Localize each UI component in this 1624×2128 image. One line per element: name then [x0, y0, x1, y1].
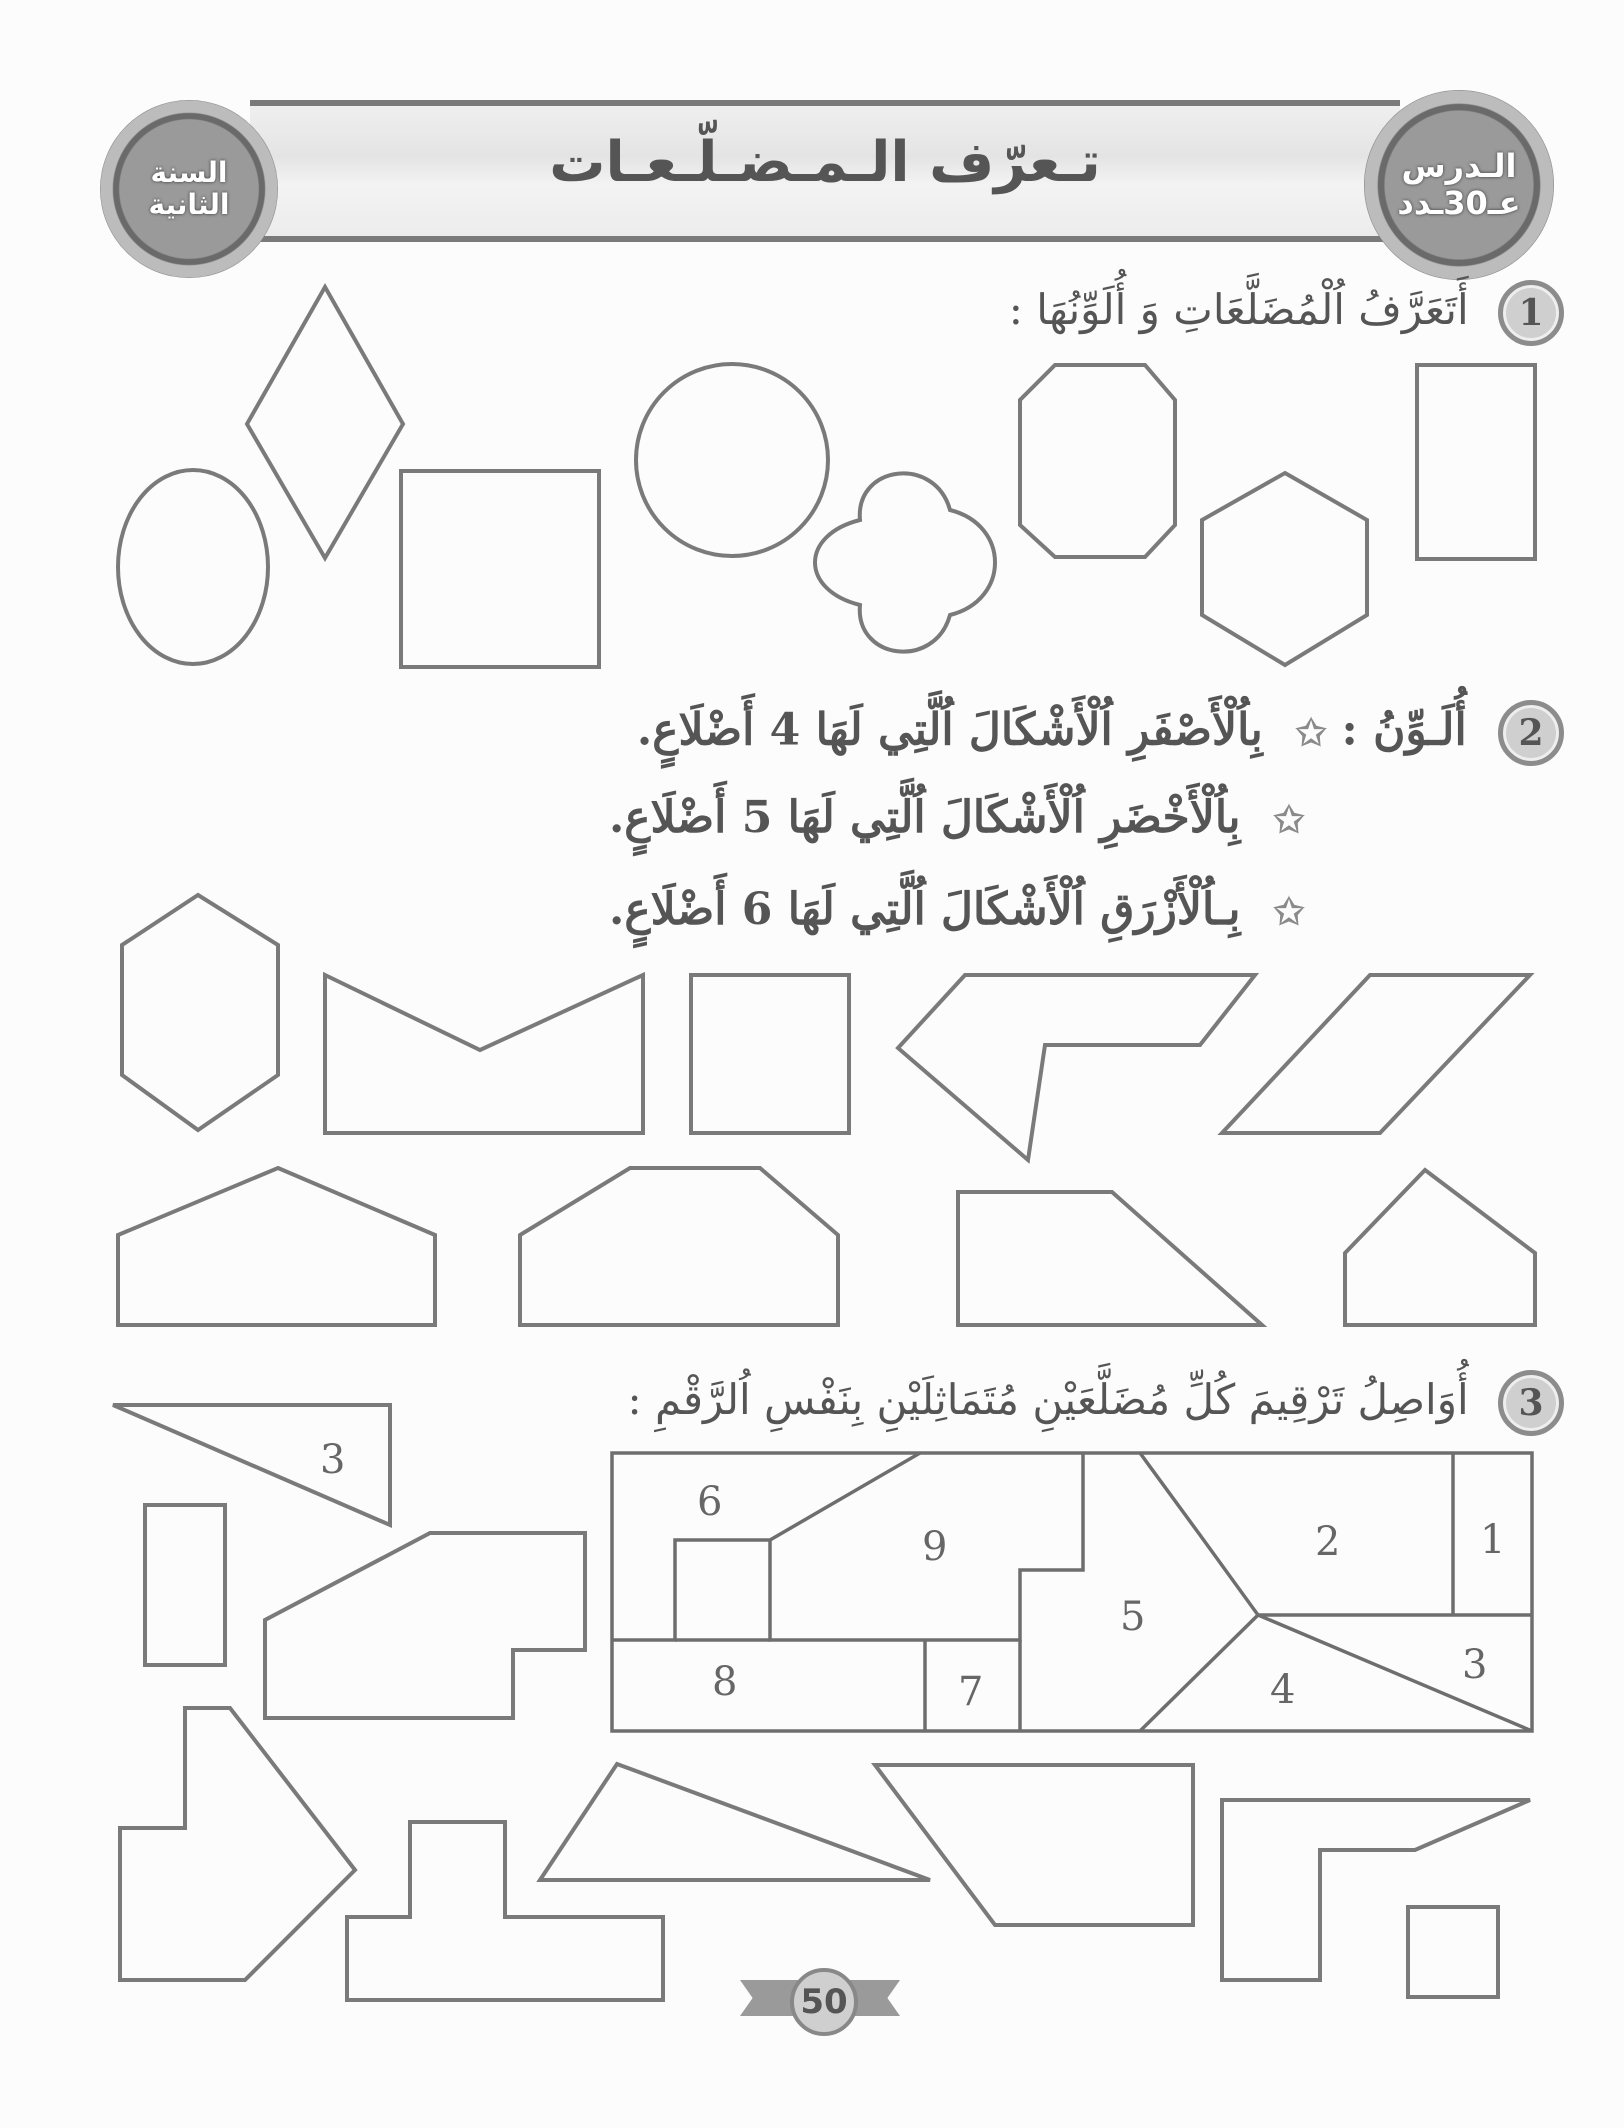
t-shape-piece[interactable]: [347, 1822, 663, 2000]
puzzle-label-2[interactable]: 2: [1315, 1519, 1341, 1565]
square-shape[interactable]: [401, 471, 599, 667]
star-icon: ✩: [1273, 891, 1304, 933]
star-icon: ✩: [1296, 711, 1327, 754]
page-title: تـعرّف الـمـضـلّـعـات: [549, 130, 1101, 195]
section2-lead: أُلَـوِّنُ :: [1341, 704, 1467, 756]
section2-instruction-5: بِاُلْأَخْضَرِ اُلْأَشْكَالَ اُلَّتِي لَهَا 5 أَضْلَاعٍ.: [608, 792, 1241, 843]
hexagon-shape[interactable]: [122, 895, 278, 1130]
rhombus-shape[interactable]: [247, 287, 403, 558]
section1-shapes: [118, 287, 1535, 667]
hexagon-trapezoid-shape[interactable]: [520, 1168, 838, 1325]
page-number-badge: [740, 1968, 900, 2034]
puzzle-label-7[interactable]: 7: [958, 1669, 984, 1715]
section3-pieces: [113, 1405, 1530, 2000]
circle-shape[interactable]: [636, 364, 828, 556]
section3-number: 3: [1498, 1370, 1564, 1436]
section2-instruction-6: بِـاُلْأَزْرَقِ اُلْأَشْكَالَ اُلَّتِي لَهَا 6 أَضْلَاعٍ.: [609, 884, 1241, 935]
ellipse-shape[interactable]: [118, 470, 268, 664]
square-shape[interactable]: [691, 975, 849, 1133]
puzzle-label-5[interactable]: 5: [1120, 1594, 1146, 1640]
lesson-seal-line1: الـدرس: [1401, 147, 1517, 186]
page-number: 50: [790, 1968, 858, 2036]
sample-label: 3: [320, 1437, 346, 1483]
puzzle-board: [612, 1453, 1532, 1731]
puzzle-divider: [612, 1453, 920, 1640]
pentagon-m-shape[interactable]: [325, 975, 643, 1133]
puzzle-label-3[interactable]: 3: [1462, 1642, 1488, 1688]
puzzle-divider: [1258, 1615, 1532, 1731]
section2-shapes: [118, 895, 1535, 1325]
star-icon: ✩: [1273, 799, 1304, 841]
hexagon-shape[interactable]: [1202, 473, 1367, 665]
section2-instruction-4: بِاُلْأَصْفَرِ اُلْأَشْكَالَ اُلَّتِي لَهَا 4 أَضْلَاعٍ.: [636, 704, 1263, 756]
hexagon-piece[interactable]: [265, 1533, 585, 1718]
puzzle-label-1[interactable]: 1: [1480, 1517, 1506, 1563]
pentagon-house-small-shape[interactable]: [1345, 1170, 1535, 1325]
rectangle-shape[interactable]: [1417, 365, 1535, 559]
l-arrow-piece[interactable]: [120, 1708, 355, 1980]
grade-seal-line2: الثانية: [148, 188, 230, 221]
section2-number: 2: [1498, 700, 1564, 766]
l-angle-piece[interactable]: [1222, 1800, 1530, 1980]
trapezoid-piece[interactable]: [875, 1765, 1193, 1925]
puzzle-label-4[interactable]: 4: [1270, 1667, 1296, 1713]
trapezoid-shape[interactable]: [958, 1192, 1262, 1325]
puzzle-divider: [1140, 1453, 1258, 1731]
small-square-piece[interactable]: [1408, 1907, 1498, 1997]
pentagon-house-shape[interactable]: [118, 1168, 435, 1325]
arrow-hexagon-shape[interactable]: [898, 975, 1255, 1160]
section1-instruction: أَتَعَرَّفُ اُلْمُضَلَّعَاتِ وَ أُلَوِّنُهَا :: [1008, 285, 1469, 334]
puzzle-label-9[interactable]: 9: [922, 1524, 948, 1570]
grade-seal-line1: السنة: [150, 155, 228, 189]
rectangle-piece[interactable]: [145, 1505, 225, 1665]
flower-shape[interactable]: [815, 473, 995, 651]
section1-number: 1: [1498, 280, 1564, 346]
lesson-seal-line2: عـ30ـدد: [1397, 184, 1521, 222]
puzzle-frame: [612, 1453, 1532, 1731]
parallelogram-shape[interactable]: [1222, 975, 1530, 1133]
triangle-piece[interactable]: [540, 1764, 930, 1880]
octagon-shape[interactable]: [1020, 365, 1175, 557]
section3-instruction: أُوَاصِلُ تَرْقِيمَ كُلِّ مُضَلَّعَيْنِ مُتَمَاثِلَيْنِ بِنَفْسِ اُلرَّقْمِ :: [627, 1375, 1469, 1424]
puzzle-label-8[interactable]: 8: [712, 1659, 738, 1705]
puzzle-label-6[interactable]: 6: [697, 1479, 723, 1525]
